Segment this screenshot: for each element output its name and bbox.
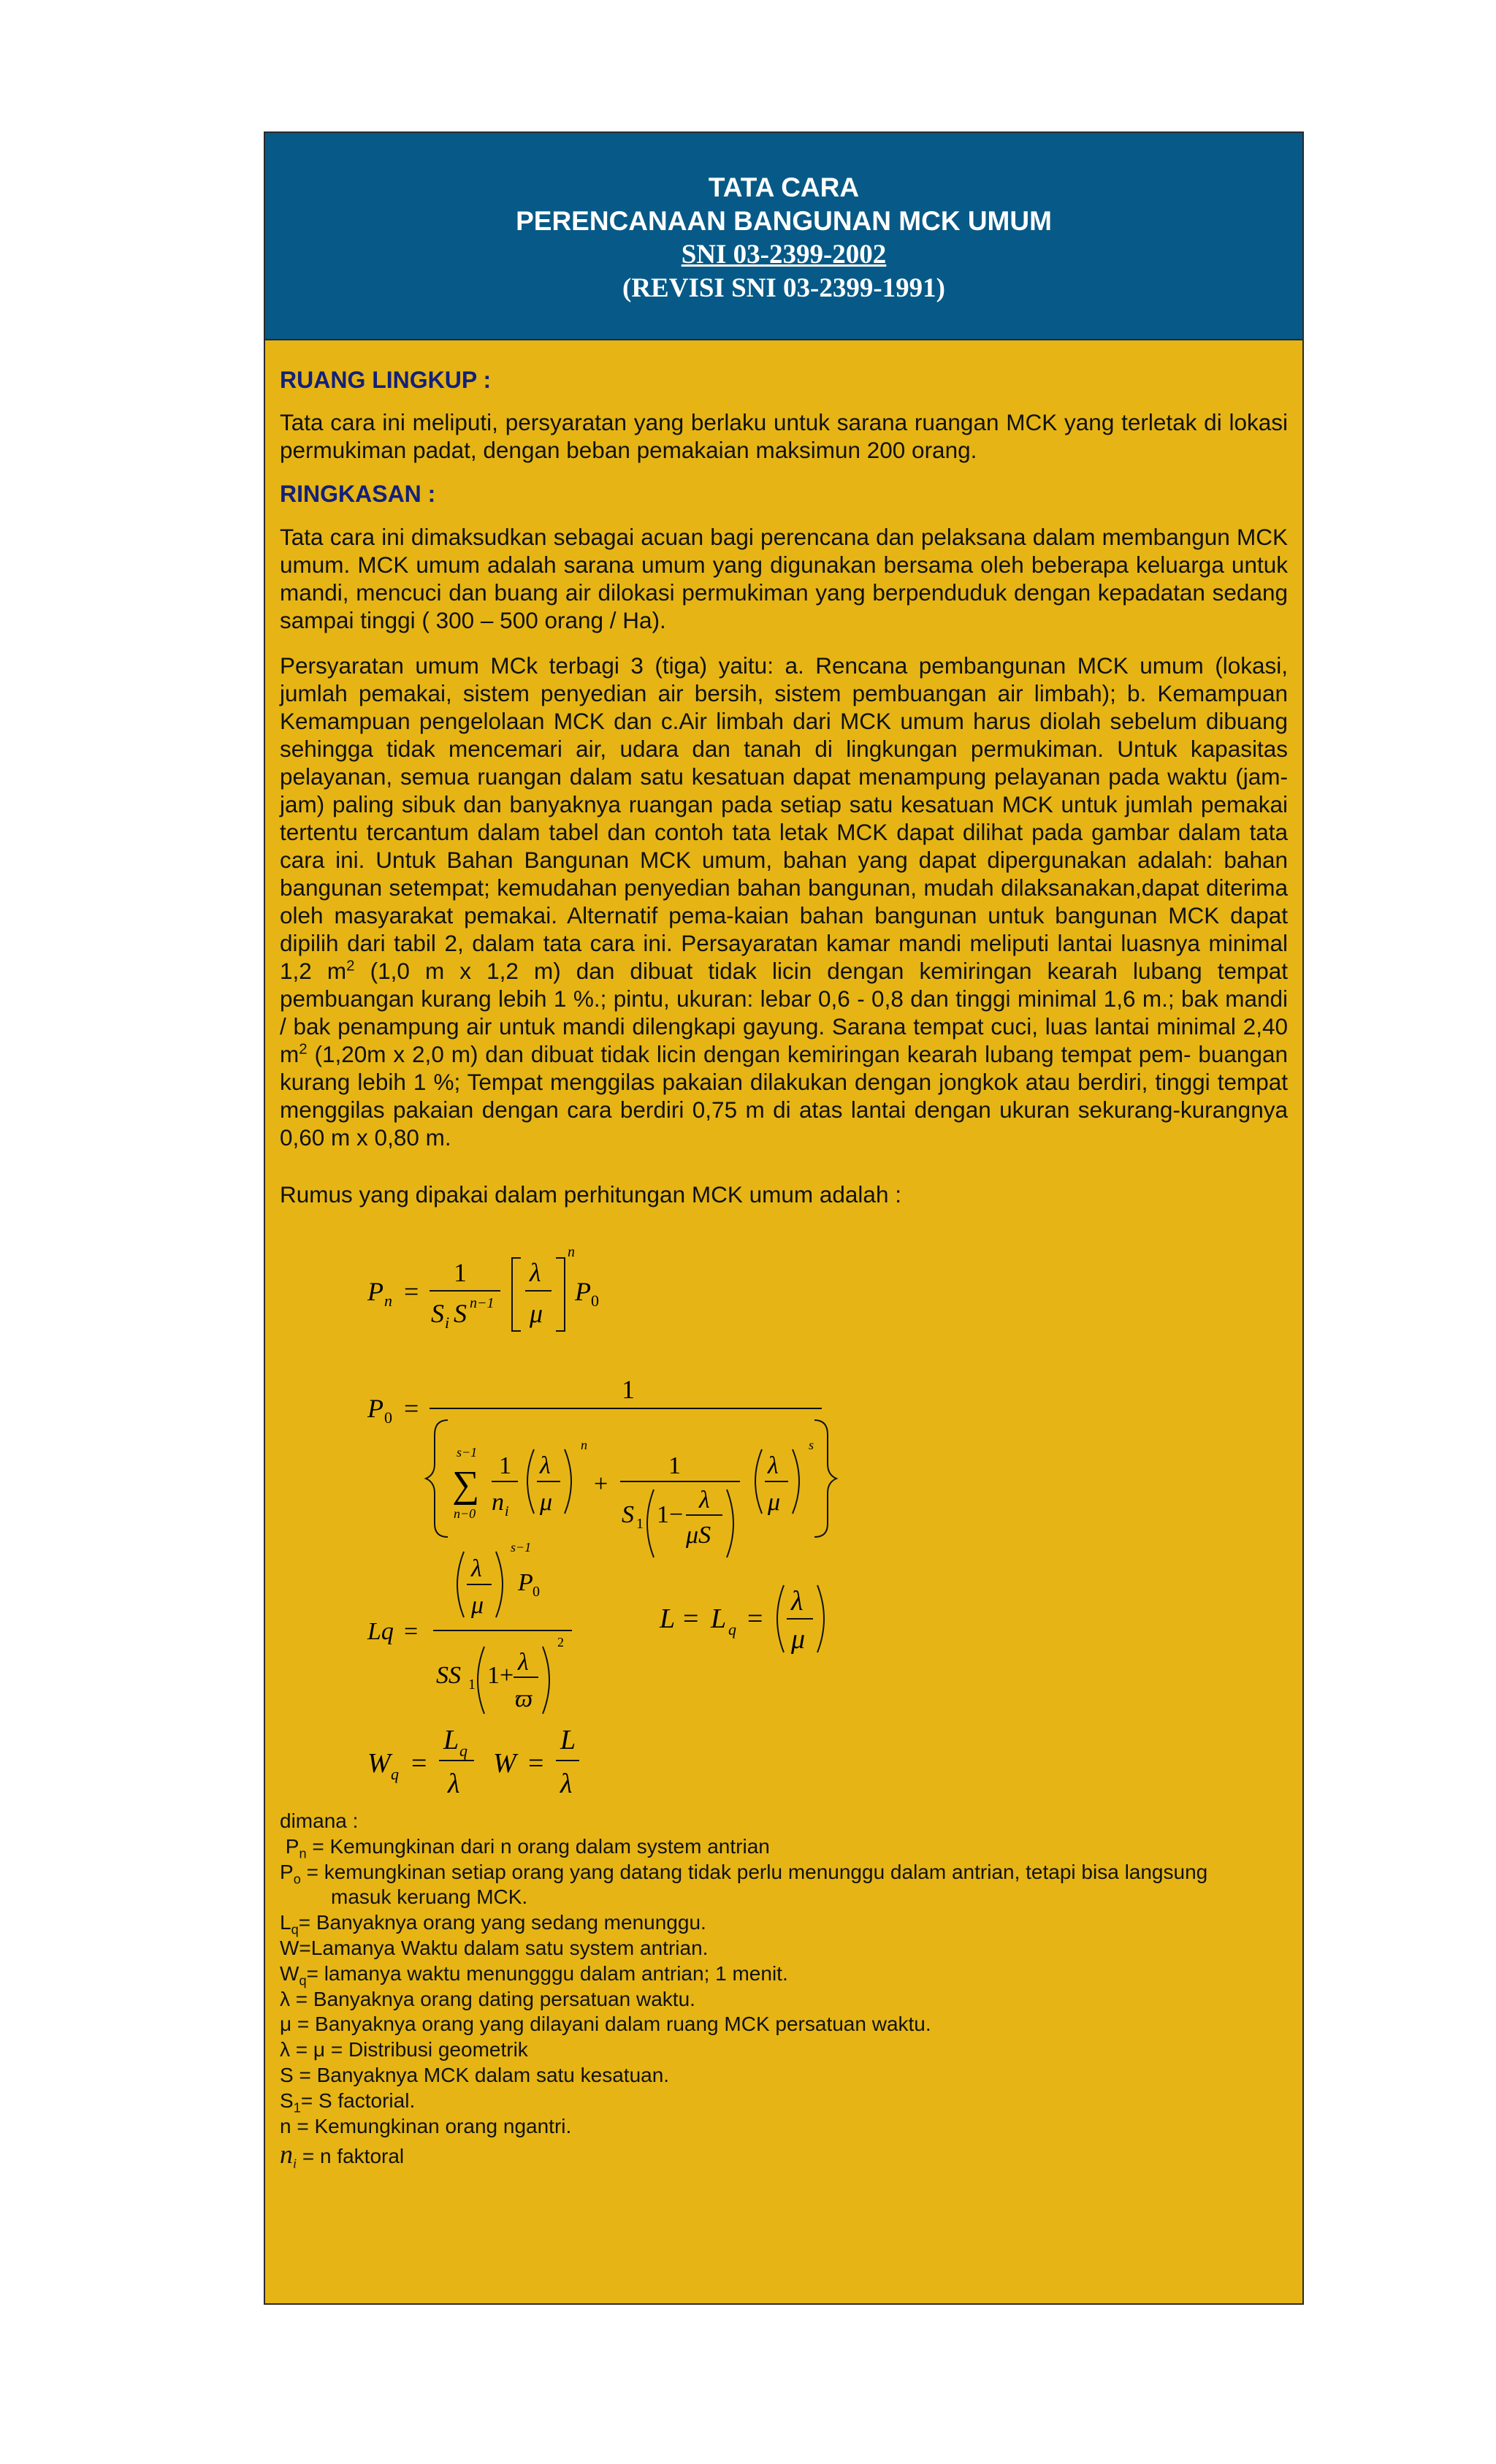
legend-wq: $W_q=$ lamanya waktu menungggu dalam antrian; 1 menit. [280, 1961, 788, 1988]
formula-symbol: μS [686, 1522, 711, 1549]
legend-intro: dimana : [280, 1809, 359, 1832]
paren-right [543, 1647, 549, 1714]
formula-symbol: ϖ [515, 1685, 533, 1712]
formula-lq [367, 1540, 572, 1714]
formula-subscript: 0 [384, 1408, 392, 1427]
formula-superscript: n−1 [470, 1295, 495, 1311]
sni-number: SNI 03-2399-2002 [681, 240, 887, 270]
formula-symbol: λ [448, 1769, 460, 1799]
formula-numerator: 1 [622, 1375, 635, 1404]
formula-symbol: S [622, 1501, 634, 1528]
formula-subscript: q [728, 1620, 736, 1639]
heading-ringkasan: RINGKASAN : [280, 481, 436, 507]
formula-equals: = [404, 1618, 419, 1645]
ringkasan-para-1: Tata cara ini dimaksudkan sebagai acuan bagi perencana dan pelaksana dalam membangun MCK umum. MCK umum adalah sarana umum yang digunakan bersama oleh beberapa keluarga untuk mandi, mencuci dan buang air dilokasi permukiman yang berpenduduk dengan kepadatan sedang sampai tinggi ( 300 – 500 orang / Ha). [280, 524, 1288, 633]
formula-superscript: s−1 [457, 1445, 478, 1460]
formula-superscript: s−1 [511, 1540, 532, 1555]
legend-n: n = Kemungkinan orang ngantri. [280, 2114, 572, 2137]
formula-symbol: L [711, 1603, 727, 1634]
formula-intro: Rumus yang dipakai dalam perhitungan MCK umum adalah : [280, 1181, 901, 1208]
formula-subscript: n [384, 1292, 392, 1310]
formula-symbol: μ [540, 1489, 553, 1516]
legend-ni: $n_i = n$ faktoral [280, 2140, 405, 2171]
formula-subscript: 1 [636, 1516, 644, 1532]
superscript-2: 2 [346, 957, 355, 974]
superscript-2: 2 [299, 1040, 308, 1058]
brace-right [814, 1420, 836, 1537]
formula-symbol: P [518, 1569, 533, 1596]
paren-left [457, 1552, 464, 1617]
formula-symbol: λ [768, 1452, 779, 1479]
legend-s: S = Banyaknya MCK dalam satu kesatuan. [280, 2063, 670, 2086]
formula-symbol: P [367, 1277, 383, 1306]
legend-lambda-mu: λ = μ = Distribusi geometrik [280, 2038, 528, 2061]
formula-symbol: n [492, 1489, 504, 1516]
formula-symbol: λ [530, 1258, 541, 1287]
ruang-lingkup-text: Tata cara ini meliputi, persyaratan yang berlaku untuk sarana ruangan MCK yang terletak di lokasi permukiman padat, dengan beban pemakaian maksimun 200 orang. [280, 409, 1288, 463]
legend-po: $P_o$ = kemungkinan setiap orang yang datang tidak perlu menunggu dalam antrian, tetapi bisa langsung [280, 1860, 1208, 1887]
formula-symbol: L [660, 1603, 676, 1634]
formula-symbol: L [443, 1725, 459, 1755]
sum-symbol: ∑ [452, 1464, 480, 1506]
formula-symbol: λ [791, 1586, 804, 1617]
formula-symbol: S [431, 1299, 444, 1328]
formula-equals: = [404, 1394, 419, 1423]
heading-ruang-lingkup: RUANG LINGKUP : [280, 367, 492, 393]
formula-subscript: q [391, 1765, 399, 1783]
legend-po-cont: masuk keruang MCK. [331, 1885, 528, 1909]
formula-symbol: P [367, 1394, 383, 1423]
formula-symbol: μ [471, 1592, 484, 1619]
formula-symbol: W [493, 1748, 516, 1779]
formula-symbol: λ [471, 1555, 482, 1582]
formula-superscript: n [568, 1244, 575, 1260]
legend-lq: $L_q=$ Banyaknya orang yang sedang menunggu. [280, 1911, 706, 1937]
revision-note: (REVISI SNI 03-2399-1991) [622, 273, 945, 303]
document-header [265, 133, 1302, 340]
formula-numerator: 1 [454, 1258, 467, 1287]
formula-text: 1− [657, 1501, 684, 1528]
para2-part-a: Persyaratan umum MCk terbagi 3 (tiga) yaitu: a. Rencana pembangunan MCK umum (lokasi, jumlah pemakai, sistem penyedian air bersih, sistem pembuangan air limbah); b. Kemampuan Kemampuan pengelolaan MCK dan c.Air limbah dari MCK umum harus diolah sebelum dibuang sehingga tidak mencemari air, udara dan tanah di lingkungan permukiman. Untuk kapasitas pelayanan, semua ruangan dalam satu kesatuan dapat menampung pelayanan pada waktu (jam-jam) paling sibuk dan banyaknya ruangan pada setiap satu kesatuan MCK untuk jumlah pemakai tertentu tercantum dalam tabel dan contoh tata letak MCK dapat dilihat pada gambar dalam tata cara ini. Untuk Bahan Bangunan MCK umum, bahan yang dapat dipergunakan adalah: bahan bangunan setempat; kemudahan penyedian bahan bangunan, mudah dilaksanakan,dapat diterima oleh masyarakat pemakai. Alternatif pema-kaian bahan bangunan untuk bangunan MCK dapat dipilih dari tabil 2, dalam tata cara ini. Persayaratan kamar mandi meliputi lantai luasnya minimal 1,2 m [280, 652, 1288, 984]
formula-wq-w [367, 1725, 579, 1799]
formula-symbol: λ [560, 1769, 573, 1799]
formula-symbol: L [560, 1725, 576, 1755]
para2-part-b: (1,0 m x 1,2 m) dan dibuat tidak licin dengan kemiringan kearah lubang tempat pembuangan kurang lebih 1 %.; pintu, ukuran: lebar 0,6 - 0,8 dan tinggi minimal 1,6 m.; bak mandi / bak penampung air untuk mandi dilengkapi gayung. Sarana tempat cuci, luas lantai minimal 2,40 m [280, 958, 1289, 1067]
formula-symbol: λ [699, 1487, 710, 1514]
formula-text: 1+ [487, 1662, 514, 1689]
brace-left [426, 1420, 448, 1537]
formula-symbol: λ [540, 1452, 551, 1479]
paren-right [565, 1449, 571, 1514]
paren-left [755, 1449, 762, 1514]
formula-subscript: q [459, 1742, 468, 1760]
formula-superscript: s [809, 1438, 814, 1452]
legend [280, 1809, 1288, 2170]
legend-w: W=Lamanya Waktu dalam satu system antrian. [280, 1936, 709, 1959]
formula-subscript: 0 [533, 1584, 540, 1600]
formula-equals: = [747, 1603, 763, 1634]
formula-symbol: P [575, 1277, 591, 1306]
legend-mu: μ = Banyaknya orang yang dilayani dalam ruang MCK persatuan waktu. [280, 2013, 931, 2036]
formula-equals: = [404, 1277, 419, 1306]
legend-lambda: λ = Banyaknya orang dating persatuan waktu. [280, 1987, 695, 2010]
formula-numerator: 1 [499, 1452, 511, 1479]
paren-right [727, 1490, 733, 1557]
formula-symbol: W [367, 1748, 391, 1779]
formula-subscript: i [505, 1503, 509, 1519]
legend-s1: $S_1= S$ factorial. [280, 2089, 416, 2116]
formula-symbol: S [454, 1299, 467, 1328]
formula-plus: + [594, 1471, 608, 1498]
document-panel [264, 131, 1304, 2305]
formula-symbol: μ [791, 1624, 806, 1655]
formula-symbol: μ [768, 1489, 781, 1516]
title-line-2: PERENCANAAN BANGUNAN MCK UMUM [516, 206, 1052, 236]
formula-subscript: i [445, 1313, 450, 1332]
formula-subscript: 1 [468, 1677, 476, 1693]
para2-part-c: (1,20m x 2,0 m) dan dibuat tidak licin dengan kemiringan kearah lubang tempat pem- buangan kurang lebih 1 %; Tempat menggilas pakaian dilakukan dengan jongkok atau berdiri, tinggi tempat menggilas pakaian dengan cara berdiri 0,75 m di atas lantai dengan ukuran sekurang-kurangnya 0,60 m x 0,80 m. [280, 1041, 1288, 1151]
formula-subscript: n−0 [454, 1506, 476, 1521]
paren-left [777, 1585, 784, 1652]
formula-l [659, 1585, 824, 1655]
paren-left [527, 1449, 534, 1514]
formula-symbol: Lq [367, 1618, 394, 1645]
formula-symbol: μ [530, 1299, 543, 1328]
formula-equals: = [683, 1603, 699, 1634]
p0-denominator [426, 1420, 836, 1557]
paren-left [478, 1647, 484, 1714]
formula-symbol: λ [518, 1649, 529, 1676]
formula-numerator: 1 [668, 1452, 681, 1479]
formula-subscript: 0 [591, 1292, 599, 1310]
paren-left [647, 1490, 654, 1557]
formula-symbol: SS [436, 1662, 461, 1689]
paren-right [496, 1552, 503, 1617]
paren-right [793, 1449, 799, 1514]
legend-pn: $P_n$ = Kemungkinan dari n orang dalam system antrian [285, 1834, 770, 1861]
formula-superscript: 2 [557, 1635, 564, 1649]
formula-superscript: n [581, 1438, 587, 1452]
title-line-1: TATA CARA [708, 172, 860, 202]
formula-equals: = [411, 1748, 427, 1779]
paren-right [817, 1585, 824, 1652]
formula-equals: = [528, 1748, 544, 1779]
